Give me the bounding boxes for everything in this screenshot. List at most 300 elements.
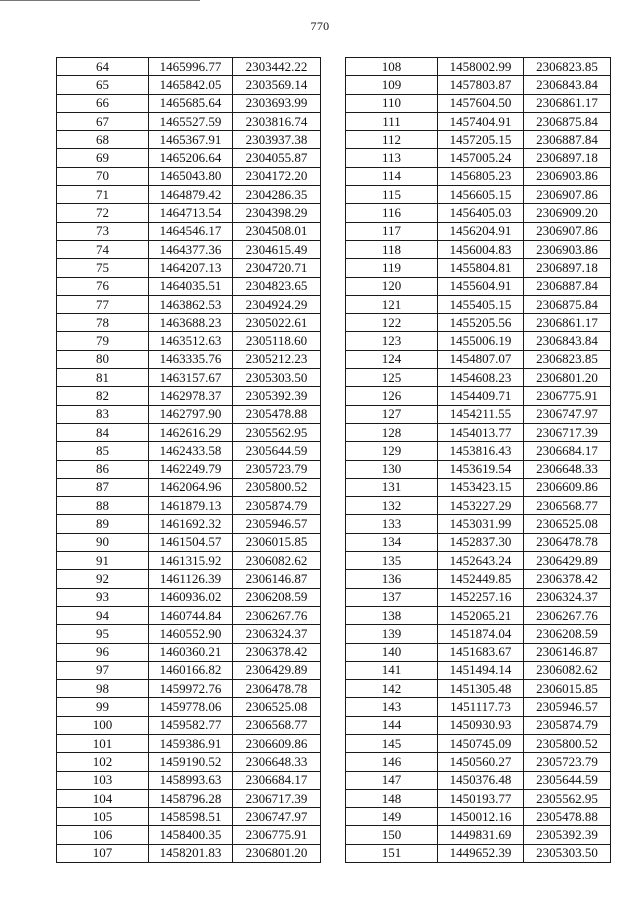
point-number-cell: 141 — [346, 661, 438, 679]
table-row — [346, 94, 611, 112]
x-coordinate-cell: 1458796.28 — [149, 789, 233, 807]
table-row — [57, 350, 321, 368]
point-number-cell: 79 — [57, 332, 149, 350]
x-coordinate-cell: 1459386.91 — [149, 734, 233, 752]
y-coordinate-cell: 2306267.76 — [524, 606, 611, 624]
point-number-cell: 99 — [57, 698, 149, 716]
y-coordinate-cell: 2306823.85 — [524, 350, 611, 368]
point-number-cell: 138 — [346, 606, 438, 624]
point-number-cell: 94 — [57, 606, 149, 624]
x-coordinate-cell: 1462064.96 — [149, 478, 233, 496]
table-row — [346, 588, 611, 606]
table-row — [57, 753, 321, 771]
x-coordinate-cell: 1464879.42 — [149, 186, 233, 204]
point-number-cell: 78 — [57, 314, 149, 332]
x-coordinate-cell: 1460936.02 — [149, 588, 233, 606]
table-row — [57, 588, 321, 606]
x-coordinate-cell: 1458993.63 — [149, 771, 233, 789]
table-row — [57, 497, 321, 515]
point-number-cell: 110 — [346, 94, 438, 112]
y-coordinate-cell: 2306747.97 — [524, 405, 611, 423]
table-row — [346, 186, 611, 204]
table-row — [57, 680, 321, 698]
x-coordinate-cell: 1453816.43 — [438, 442, 524, 460]
y-coordinate-cell: 2305562.95 — [233, 423, 321, 441]
point-number-cell: 140 — [346, 643, 438, 661]
table-row — [346, 698, 611, 716]
point-number-cell: 122 — [346, 314, 438, 332]
y-coordinate-cell: 2304924.29 — [233, 295, 321, 313]
table-row — [57, 844, 321, 862]
point-number-cell: 128 — [346, 423, 438, 441]
table-row — [346, 753, 611, 771]
point-number-cell: 136 — [346, 570, 438, 588]
table-row — [346, 277, 611, 295]
x-coordinate-cell: 1460166.82 — [149, 661, 233, 679]
point-number-cell: 75 — [57, 259, 149, 277]
point-number-cell: 73 — [57, 222, 149, 240]
table-row — [346, 771, 611, 789]
y-coordinate-cell: 2306801.20 — [233, 844, 321, 862]
y-coordinate-cell: 2304508.01 — [233, 222, 321, 240]
x-coordinate-cell: 1454013.77 — [438, 423, 524, 441]
point-number-cell: 147 — [346, 771, 438, 789]
point-number-cell: 127 — [346, 405, 438, 423]
x-coordinate-cell: 1459778.06 — [149, 698, 233, 716]
y-coordinate-cell: 2306897.18 — [524, 149, 611, 167]
point-number-cell: 70 — [57, 167, 149, 185]
x-coordinate-cell: 1464035.51 — [149, 277, 233, 295]
y-coordinate-cell: 2306887.84 — [524, 131, 611, 149]
x-coordinate-cell: 1456805.23 — [438, 167, 524, 185]
y-coordinate-cell: 2306843.84 — [524, 76, 611, 94]
table-row — [57, 625, 321, 643]
table-row — [346, 314, 611, 332]
x-coordinate-cell: 1456004.83 — [438, 240, 524, 258]
x-coordinate-cell: 1465527.59 — [149, 112, 233, 130]
point-number-cell: 68 — [57, 131, 149, 149]
x-coordinate-cell: 1465685.64 — [149, 94, 233, 112]
y-coordinate-cell: 2306775.91 — [233, 826, 321, 844]
y-coordinate-cell: 2304615.49 — [233, 240, 321, 258]
x-coordinate-cell: 1462433.58 — [149, 442, 233, 460]
y-coordinate-cell: 2306525.08 — [233, 698, 321, 716]
table-row — [346, 58, 611, 76]
x-coordinate-cell: 1459190.52 — [149, 753, 233, 771]
table-row — [57, 94, 321, 112]
point-number-cell: 76 — [57, 277, 149, 295]
point-number-cell: 109 — [346, 76, 438, 94]
y-coordinate-cell: 2306903.86 — [524, 240, 611, 258]
x-coordinate-cell: 1463512.63 — [149, 332, 233, 350]
table-row — [57, 460, 321, 478]
x-coordinate-cell: 1456605.15 — [438, 186, 524, 204]
y-coordinate-cell: 2305644.59 — [524, 771, 611, 789]
x-coordinate-cell: 1455006.19 — [438, 332, 524, 350]
point-number-cell: 72 — [57, 204, 149, 222]
point-number-cell: 132 — [346, 497, 438, 515]
table-row — [57, 808, 321, 826]
point-number-cell: 148 — [346, 789, 438, 807]
point-number-cell: 116 — [346, 204, 438, 222]
x-coordinate-cell: 1451494.14 — [438, 661, 524, 679]
x-coordinate-cell: 1463157.67 — [149, 369, 233, 387]
table-row — [346, 478, 611, 496]
x-coordinate-cell: 1464377.36 — [149, 240, 233, 258]
x-coordinate-cell: 1451683.67 — [438, 643, 524, 661]
y-coordinate-cell: 2306897.18 — [524, 259, 611, 277]
y-coordinate-cell: 2306082.62 — [524, 661, 611, 679]
point-number-cell: 124 — [346, 350, 438, 368]
x-coordinate-cell: 1454608.23 — [438, 369, 524, 387]
x-coordinate-cell: 1465367.91 — [149, 131, 233, 149]
table-row — [346, 240, 611, 258]
x-coordinate-cell: 1463688.23 — [149, 314, 233, 332]
y-coordinate-cell: 2303569.14 — [233, 76, 321, 94]
point-number-cell: 113 — [346, 149, 438, 167]
x-coordinate-cell: 1458002.99 — [438, 58, 524, 76]
table-row — [57, 478, 321, 496]
table-row — [57, 112, 321, 130]
x-coordinate-cell: 1460552.90 — [149, 625, 233, 643]
y-coordinate-cell: 2306909.20 — [524, 204, 611, 222]
table-row — [346, 716, 611, 734]
point-number-cell: 103 — [57, 771, 149, 789]
table-row — [346, 734, 611, 752]
point-number-cell: 133 — [346, 515, 438, 533]
table-row — [346, 625, 611, 643]
table-row — [346, 222, 611, 240]
y-coordinate-cell: 2306747.97 — [233, 808, 321, 826]
point-number-cell: 120 — [346, 277, 438, 295]
y-coordinate-cell: 2306568.77 — [524, 497, 611, 515]
y-coordinate-cell: 2306907.86 — [524, 186, 611, 204]
x-coordinate-cell: 1454211.55 — [438, 405, 524, 423]
y-coordinate-cell: 2306684.17 — [524, 442, 611, 460]
table-row — [57, 515, 321, 533]
y-coordinate-cell: 2306609.86 — [524, 478, 611, 496]
table-row — [346, 826, 611, 844]
y-coordinate-cell: 2304823.65 — [233, 277, 321, 295]
x-coordinate-cell: 1460744.84 — [149, 606, 233, 624]
table-row — [57, 76, 321, 94]
x-coordinate-cell: 1464546.17 — [149, 222, 233, 240]
y-coordinate-cell: 2304720.71 — [233, 259, 321, 277]
point-number-cell: 91 — [57, 552, 149, 570]
y-coordinate-cell: 2305946.57 — [233, 515, 321, 533]
y-coordinate-cell: 2305022.61 — [233, 314, 321, 332]
y-coordinate-cell: 2306648.33 — [233, 753, 321, 771]
x-coordinate-cell: 1461879.13 — [149, 497, 233, 515]
point-number-cell: 129 — [346, 442, 438, 460]
y-coordinate-cell: 2306568.77 — [233, 716, 321, 734]
table-row — [57, 442, 321, 460]
y-coordinate-cell: 2306378.42 — [233, 643, 321, 661]
table-row — [57, 204, 321, 222]
table-row — [57, 131, 321, 149]
x-coordinate-cell: 1458598.51 — [149, 808, 233, 826]
x-coordinate-cell: 1455804.81 — [438, 259, 524, 277]
table-row — [346, 76, 611, 94]
point-number-cell: 101 — [57, 734, 149, 752]
y-coordinate-cell: 2306146.87 — [233, 570, 321, 588]
y-coordinate-cell: 2306208.59 — [233, 588, 321, 606]
point-number-cell: 88 — [57, 497, 149, 515]
y-coordinate-cell: 2305946.57 — [524, 698, 611, 716]
point-number-cell: 95 — [57, 625, 149, 643]
table-row — [57, 405, 321, 423]
point-number-cell: 85 — [57, 442, 149, 460]
point-number-cell: 114 — [346, 167, 438, 185]
point-number-cell: 108 — [346, 58, 438, 76]
y-coordinate-cell: 2306903.86 — [524, 167, 611, 185]
x-coordinate-cell: 1452257.16 — [438, 588, 524, 606]
y-coordinate-cell: 2305478.88 — [233, 405, 321, 423]
point-number-cell: 125 — [346, 369, 438, 387]
table-row — [57, 332, 321, 350]
table-row — [57, 259, 321, 277]
table-row — [346, 789, 611, 807]
x-coordinate-cell: 1461692.32 — [149, 515, 233, 533]
table-row — [57, 149, 321, 167]
x-coordinate-cell: 1450930.93 — [438, 716, 524, 734]
x-coordinate-cell: 1464207.13 — [149, 259, 233, 277]
x-coordinate-cell: 1465996.77 — [149, 58, 233, 76]
y-coordinate-cell: 2306146.87 — [524, 643, 611, 661]
point-number-cell: 142 — [346, 680, 438, 698]
point-number-cell: 117 — [346, 222, 438, 240]
table-row — [346, 387, 611, 405]
x-coordinate-cell: 1465842.05 — [149, 76, 233, 94]
table-row — [57, 295, 321, 313]
table-row — [346, 295, 611, 313]
x-coordinate-cell: 1463862.53 — [149, 295, 233, 313]
y-coordinate-cell: 2306875.84 — [524, 295, 611, 313]
point-number-cell: 145 — [346, 734, 438, 752]
table-row — [57, 240, 321, 258]
point-number-cell: 97 — [57, 661, 149, 679]
point-number-cell: 126 — [346, 387, 438, 405]
y-coordinate-cell: 2305723.79 — [524, 753, 611, 771]
table-row — [57, 606, 321, 624]
point-number-cell: 100 — [57, 716, 149, 734]
table-row — [57, 186, 321, 204]
x-coordinate-cell: 1455205.56 — [438, 314, 524, 332]
point-number-cell: 96 — [57, 643, 149, 661]
x-coordinate-cell: 1462616.29 — [149, 423, 233, 441]
point-number-cell: 67 — [57, 112, 149, 130]
x-coordinate-cell: 1460360.21 — [149, 643, 233, 661]
x-coordinate-cell: 1457803.87 — [438, 76, 524, 94]
point-number-cell: 69 — [57, 149, 149, 167]
header-rule — [0, 0, 200, 1]
x-coordinate-cell: 1463335.76 — [149, 350, 233, 368]
point-number-cell: 111 — [346, 112, 438, 130]
x-coordinate-cell: 1459972.76 — [149, 680, 233, 698]
y-coordinate-cell: 2306324.37 — [233, 625, 321, 643]
y-coordinate-cell: 2306861.17 — [524, 94, 611, 112]
point-number-cell: 144 — [346, 716, 438, 734]
y-coordinate-cell: 2305874.79 — [524, 716, 611, 734]
y-coordinate-cell: 2304055.87 — [233, 149, 321, 167]
point-number-cell: 90 — [57, 533, 149, 551]
point-number-cell: 74 — [57, 240, 149, 258]
point-number-cell: 92 — [57, 570, 149, 588]
x-coordinate-cell: 1455604.91 — [438, 277, 524, 295]
table-row — [57, 716, 321, 734]
table-row — [57, 423, 321, 441]
y-coordinate-cell: 2306907.86 — [524, 222, 611, 240]
y-coordinate-cell: 2305212.23 — [233, 350, 321, 368]
point-number-cell: 130 — [346, 460, 438, 478]
point-number-cell: 66 — [57, 94, 149, 112]
x-coordinate-cell: 1465043.80 — [149, 167, 233, 185]
point-number-cell: 146 — [346, 753, 438, 771]
x-coordinate-cell: 1453423.15 — [438, 478, 524, 496]
y-coordinate-cell: 2306717.39 — [233, 789, 321, 807]
y-coordinate-cell: 2305562.95 — [524, 789, 611, 807]
table-row — [346, 552, 611, 570]
y-coordinate-cell: 2306429.89 — [524, 552, 611, 570]
y-coordinate-cell: 2306478.78 — [524, 533, 611, 551]
table-row — [346, 460, 611, 478]
table-row — [57, 661, 321, 679]
x-coordinate-cell: 1457404.91 — [438, 112, 524, 130]
coordinates-table-right — [345, 57, 611, 863]
table-row — [57, 533, 321, 551]
table-row — [346, 680, 611, 698]
y-coordinate-cell: 2306267.76 — [233, 606, 321, 624]
table-row — [346, 497, 611, 515]
y-coordinate-cell: 2303442.22 — [233, 58, 321, 76]
x-coordinate-cell: 1452837.30 — [438, 533, 524, 551]
x-coordinate-cell: 1455405.15 — [438, 295, 524, 313]
y-coordinate-cell: 2306015.85 — [233, 533, 321, 551]
x-coordinate-cell: 1457205.15 — [438, 131, 524, 149]
table-row — [346, 369, 611, 387]
table-row — [346, 423, 611, 441]
y-coordinate-cell: 2306861.17 — [524, 314, 611, 332]
table-row — [346, 204, 611, 222]
point-number-cell: 137 — [346, 588, 438, 606]
y-coordinate-cell: 2306208.59 — [524, 625, 611, 643]
x-coordinate-cell: 1456405.03 — [438, 204, 524, 222]
y-coordinate-cell: 2305303.50 — [524, 844, 611, 862]
x-coordinate-cell: 1452449.85 — [438, 570, 524, 588]
point-number-cell: 150 — [346, 826, 438, 844]
table-row — [57, 570, 321, 588]
x-coordinate-cell: 1454409.71 — [438, 387, 524, 405]
x-coordinate-cell: 1450376.48 — [438, 771, 524, 789]
y-coordinate-cell: 2306775.91 — [524, 387, 611, 405]
point-number-cell: 81 — [57, 369, 149, 387]
x-coordinate-cell: 1462249.79 — [149, 460, 233, 478]
table-row — [346, 643, 611, 661]
y-coordinate-cell: 2306843.84 — [524, 332, 611, 350]
y-coordinate-cell: 2304398.29 — [233, 204, 321, 222]
x-coordinate-cell: 1458201.83 — [149, 844, 233, 862]
y-coordinate-cell: 2305800.52 — [524, 734, 611, 752]
point-number-cell: 107 — [57, 844, 149, 862]
y-coordinate-cell: 2304286.35 — [233, 186, 321, 204]
table-row — [346, 131, 611, 149]
x-coordinate-cell: 1453619.54 — [438, 460, 524, 478]
x-coordinate-cell: 1452643.24 — [438, 552, 524, 570]
point-number-cell: 93 — [57, 588, 149, 606]
table-row — [57, 314, 321, 332]
y-coordinate-cell: 2305392.39 — [233, 387, 321, 405]
table-row — [57, 771, 321, 789]
point-number-cell: 64 — [57, 58, 149, 76]
x-coordinate-cell: 1457604.50 — [438, 94, 524, 112]
x-coordinate-cell: 1465206.64 — [149, 149, 233, 167]
table-row — [57, 826, 321, 844]
page-number: 770 — [310, 19, 330, 33]
point-number-cell: 115 — [346, 186, 438, 204]
point-number-cell: 139 — [346, 625, 438, 643]
y-coordinate-cell: 2305478.88 — [524, 808, 611, 826]
y-coordinate-cell: 2305874.79 — [233, 497, 321, 515]
point-number-cell: 86 — [57, 460, 149, 478]
y-coordinate-cell: 2306648.33 — [524, 460, 611, 478]
y-coordinate-cell: 2306875.84 — [524, 112, 611, 130]
point-number-cell: 98 — [57, 680, 149, 698]
point-number-cell: 123 — [346, 332, 438, 350]
x-coordinate-cell: 1452065.21 — [438, 606, 524, 624]
point-number-cell: 102 — [57, 753, 149, 771]
table-row — [346, 112, 611, 130]
x-coordinate-cell: 1461315.92 — [149, 552, 233, 570]
x-coordinate-cell: 1458400.35 — [149, 826, 233, 844]
table-row — [57, 698, 321, 716]
y-coordinate-cell: 2306823.85 — [524, 58, 611, 76]
table-row — [346, 661, 611, 679]
y-coordinate-cell: 2305800.52 — [233, 478, 321, 496]
table-row — [57, 734, 321, 752]
y-coordinate-cell: 2306429.89 — [233, 661, 321, 679]
point-number-cell: 83 — [57, 405, 149, 423]
x-coordinate-cell: 1451117.73 — [438, 698, 524, 716]
point-number-cell: 106 — [57, 826, 149, 844]
point-number-cell: 82 — [57, 387, 149, 405]
x-coordinate-cell: 1450745.09 — [438, 734, 524, 752]
point-number-cell: 87 — [57, 478, 149, 496]
table-row — [346, 332, 611, 350]
x-coordinate-cell: 1449831.69 — [438, 826, 524, 844]
point-number-cell: 119 — [346, 259, 438, 277]
x-coordinate-cell: 1450012.16 — [438, 808, 524, 826]
point-number-cell: 135 — [346, 552, 438, 570]
x-coordinate-cell: 1450193.77 — [438, 789, 524, 807]
x-coordinate-cell: 1461504.57 — [149, 533, 233, 551]
x-coordinate-cell: 1454807.07 — [438, 350, 524, 368]
point-number-cell: 65 — [57, 76, 149, 94]
point-number-cell: 131 — [346, 478, 438, 496]
point-number-cell: 71 — [57, 186, 149, 204]
x-coordinate-cell: 1456204.91 — [438, 222, 524, 240]
x-coordinate-cell: 1461126.39 — [149, 570, 233, 588]
table-row — [57, 222, 321, 240]
coordinates-table-left — [56, 57, 321, 863]
x-coordinate-cell: 1462978.37 — [149, 387, 233, 405]
y-coordinate-cell: 2304172.20 — [233, 167, 321, 185]
point-number-cell: 84 — [57, 423, 149, 441]
point-number-cell: 151 — [346, 844, 438, 862]
x-coordinate-cell: 1449652.39 — [438, 844, 524, 862]
point-number-cell: 77 — [57, 295, 149, 313]
x-coordinate-cell: 1462797.90 — [149, 405, 233, 423]
x-coordinate-cell: 1459582.77 — [149, 716, 233, 734]
